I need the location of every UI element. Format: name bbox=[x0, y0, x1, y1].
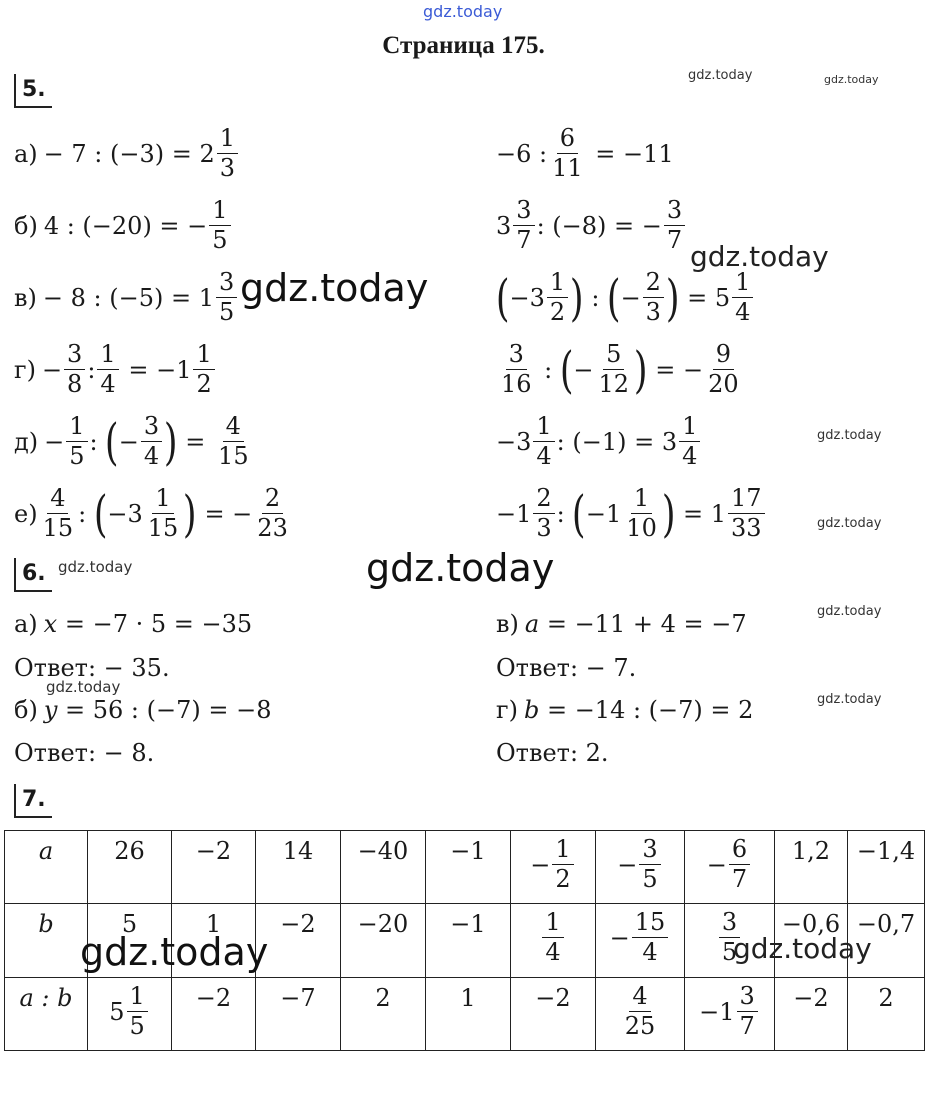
fraction: $\frac{3}{5}$ bbox=[639, 837, 660, 892]
table-cell: 14 bbox=[256, 831, 341, 904]
task6-b-answer: Ответ: − 8. bbox=[14, 739, 155, 767]
watermark: gdz.today bbox=[817, 692, 882, 707]
table-cell: − $\frac{3}{5}$ bbox=[596, 831, 685, 904]
fraction: $\frac{6}{7}$ bbox=[729, 837, 750, 892]
table-cell: 1,2 bbox=[775, 831, 848, 904]
fraction: $\frac{1}{4}$ bbox=[542, 910, 563, 965]
table-cell: −1 $\frac{3}{7}$ bbox=[685, 978, 775, 1051]
task6-a-answer: Ответ: − 35. bbox=[14, 654, 170, 682]
table-cell: −0,6 bbox=[775, 904, 848, 978]
table-cell: 5 bbox=[88, 904, 172, 978]
watermark: gdz.today bbox=[690, 240, 829, 273]
watermark: gdz.today bbox=[733, 932, 872, 965]
fraction: $\frac{1}{2}$ bbox=[552, 837, 573, 892]
table-cell: − $\frac{6}{7}$ bbox=[685, 831, 775, 904]
task5-v-left: в) − 8 : (−5) = 1 $\frac{3}{5}$ bbox=[14, 270, 239, 325]
table-cell bbox=[511, 904, 596, 978]
table-cell: −1,4 bbox=[848, 831, 925, 904]
watermark: gdz.today bbox=[817, 428, 882, 443]
table-cell: −2 bbox=[172, 831, 256, 904]
table-header-cell: b bbox=[5, 904, 88, 978]
table-cell: −2 bbox=[256, 904, 341, 978]
task6-g: г) b = −14 : (−7) = 2 bbox=[496, 696, 754, 724]
watermark: gdz.today bbox=[688, 68, 753, 83]
task6-a: а) x = −7 · 5 = −35 bbox=[14, 610, 253, 638]
watermark: gdz.today bbox=[58, 558, 133, 576]
table-cell: −2 bbox=[775, 978, 848, 1051]
task5-b-left: б) 4 : (−20) = − $\frac{1}{5}$ bbox=[14, 198, 233, 253]
task5-g-right: $\frac{3}{16}$ : ( − $\frac{5}{12}$ ) = − $\frac{9}{20}$ bbox=[501, 340, 739, 399]
watermark: gdz.today bbox=[80, 930, 269, 974]
task5-a-left: а) − 7 : (−3) = 2 $\frac{1}{3}$ bbox=[14, 126, 240, 181]
task5-e-left: е) $\frac{4}{15}$ : ( −3 $\frac{1}{15}$ ) = − $\frac{2}{23}$ bbox=[14, 484, 288, 543]
task5-v-right: ( −3 $\frac{1}{2}$ ) : ( − $\frac{2}{3}$ ) = 5 $\frac{1}{4}$ bbox=[496, 270, 755, 325]
table-cell: − $\frac{1}{2}$ bbox=[511, 831, 596, 904]
table-cell: −2 bbox=[511, 978, 596, 1051]
task5-g-left: г) − $\frac{3}{8}$ : $\frac{1}{4}$ = −1 $\frac{1}{2}$ bbox=[14, 342, 217, 397]
table-cell: 1 bbox=[172, 904, 256, 978]
fraction: $\frac{4}{25}$ bbox=[624, 982, 656, 1041]
table-cell: −1 bbox=[426, 831, 511, 904]
table-cell: 2 bbox=[341, 978, 426, 1051]
task5-d-left: д) − $\frac{1}{5}$ : ( − $\frac{3}{4}$ ) = $\frac{4}{15}$ bbox=[14, 412, 249, 471]
task5-e-right: −1 $\frac{2}{3}$ : ( −1 $\frac{1}{10}$ ) = 1 $\frac{17}{33}$ bbox=[496, 486, 767, 541]
fraction: $\frac{15}{4}$ bbox=[632, 910, 669, 965]
watermark: gdz.today bbox=[240, 266, 429, 310]
task6-b: б) y = 56 : (−7) = −8 bbox=[14, 696, 272, 724]
table-cell: 26 bbox=[88, 831, 172, 904]
task-number-5: 5. bbox=[14, 74, 52, 108]
task6-v: в) a = −11 + 4 = −7 bbox=[496, 610, 747, 638]
table-cell: −20 bbox=[341, 904, 426, 978]
watermark: gdz.today bbox=[46, 678, 121, 696]
fraction: $\frac{3}{5}$ bbox=[719, 910, 740, 965]
table-row bbox=[5, 831, 925, 904]
top-watermark: gdz.today bbox=[423, 2, 503, 21]
task5-b-right: 3 $\frac{3}{7}$ : (−8) = − $\frac{3}{7}$ bbox=[496, 198, 687, 253]
table-cell: 5 $\frac{1}{5}$ bbox=[88, 978, 172, 1051]
task5-a-right: −6 : $\frac{6}{11}$ = −11 bbox=[496, 124, 674, 183]
table-cell: −40 bbox=[341, 831, 426, 904]
watermark: gdz.today bbox=[817, 604, 882, 619]
task-number-7: 7. bbox=[14, 784, 52, 818]
task6-g-answer: Ответ: 2. bbox=[496, 739, 609, 767]
table-cell: −1 bbox=[426, 904, 511, 978]
table-header-cell: a bbox=[5, 831, 88, 904]
table-cell: 1 bbox=[426, 978, 511, 1051]
watermark: gdz.today bbox=[824, 73, 879, 86]
table-cell: − $\frac{15}{4}$ bbox=[596, 904, 685, 978]
watermark: gdz.today bbox=[366, 546, 555, 590]
task5-d-right: −3 $\frac{1}{4}$ : (−1) = 3 $\frac{1}{4}$ bbox=[496, 414, 702, 469]
fraction: $\frac{3}{5}$ bbox=[216, 270, 237, 325]
task-number-6: 6. bbox=[14, 558, 52, 592]
fraction: $\frac{3}{7}$ bbox=[737, 984, 758, 1039]
table-cell: −0,7 bbox=[848, 904, 925, 978]
table-cell: −2 bbox=[172, 978, 256, 1051]
fraction: $\frac{1}{5}$ bbox=[209, 198, 230, 253]
table-header-cell: a : b bbox=[5, 978, 88, 1051]
task6-v-answer: Ответ: − 7. bbox=[496, 654, 637, 682]
table-cell bbox=[596, 978, 685, 1051]
table-cell: −7 bbox=[256, 978, 341, 1051]
watermark: gdz.today bbox=[817, 516, 882, 531]
table-row bbox=[5, 978, 925, 1051]
fraction: $\frac{1}{5}$ bbox=[127, 984, 148, 1039]
table-cell: 2 bbox=[848, 978, 925, 1051]
page-title: Страница 175. bbox=[382, 32, 545, 59]
fraction: $\frac{1}{3}$ bbox=[217, 126, 238, 181]
